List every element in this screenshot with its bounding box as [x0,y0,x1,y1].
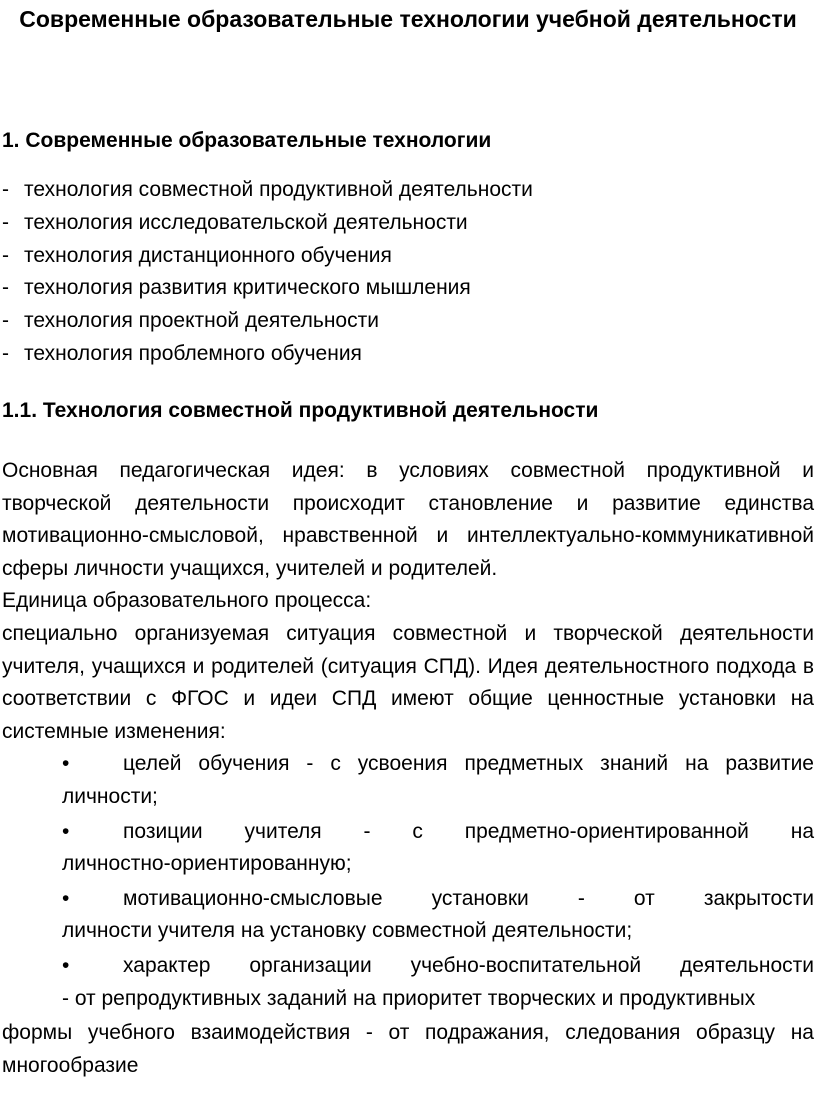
bullet-text-rest: личности; [62,784,158,808]
list-item [2,174,533,207]
section-heading-joint-activity: 1.1. Технология совместной продуктивной деятельности [2,399,599,422]
dash-marker: - [2,178,9,201]
list-item-text: технология исследовательской деятельности [24,210,468,234]
dash-marker: - [2,341,9,365]
bullet-text-rest: личности учителя на установку совместной деятельности; [62,919,633,943]
bullet-text-first: позиции учителя - с предметно-ориентированной на [123,819,814,843]
list-item [2,240,533,273]
list-item [2,207,533,240]
idea-paragraph: Основная педагогическая идея: в условиях совместной продуктивной и творческой деятельности происходит становление и развитие единства мотивационно-смысловой, нравственной и интеллектуально-коммуникативной сферы личности учащихся, учителей и родителей. [2,459,814,580]
list-item [2,338,533,371]
list-item [2,748,814,813]
list-item [2,305,533,338]
tail-paragraph: формы учебного взаимодействия - от подражания, следования образцу на многообразие [2,1021,814,1077]
section-heading-technologies: 1. Современные образовательные технологии [2,129,492,152]
list-item-text: технология совместной продуктивной деятельности [24,178,533,201]
changes-list [2,748,814,1015]
bullet-text-first: целей обучения - с усвоения предметных знаний на развитие [123,752,814,776]
technology-list [2,174,533,371]
bullet-marker: • [62,752,70,776]
list-item [2,883,814,948]
dash-marker: - [2,309,9,333]
list-item-text: технология проблемного обучения [24,341,362,365]
dash-marker: - [2,243,9,267]
list-item [2,816,814,881]
list-item-text: технология дистанционного обучения [24,243,392,267]
unit-paragraph: специально организуемая ситуация совместной и творческой деятельности учителя, учащихся и родителей (ситуация СПД). Идея деятельностного подхода в соответствии с ФГОС и идеи СПД имеют общие ценностные установки на системные изменения: [2,621,814,743]
list-item-text: технология развития критического мышления [24,276,471,300]
list-item [2,272,533,305]
page-title: Современные образовательные технологии учебной деятельности [19,6,797,32]
bullet-text-rest: личностно-ориентированную; [62,852,352,876]
dash-marker: - [2,276,9,300]
section-body [2,455,814,1082]
bullet-marker: • [62,953,70,977]
bullet-text-first: мотивационно-смысловые установки - от закрытости [123,886,814,910]
bullet-text-rest: - от репродуктивных заданий на приоритет творческих и продуктивных [62,986,756,1010]
bullet-text-first: характер организации учебно-воспитательной деятельности [123,953,814,977]
list-item [2,950,814,1015]
list-item-text: технология проектной деятельности [24,309,379,333]
dash-marker: - [2,210,9,234]
bullet-marker: • [62,886,70,910]
unit-label: Единица образовательного процесса: [2,589,372,613]
bullet-marker: • [62,819,70,843]
